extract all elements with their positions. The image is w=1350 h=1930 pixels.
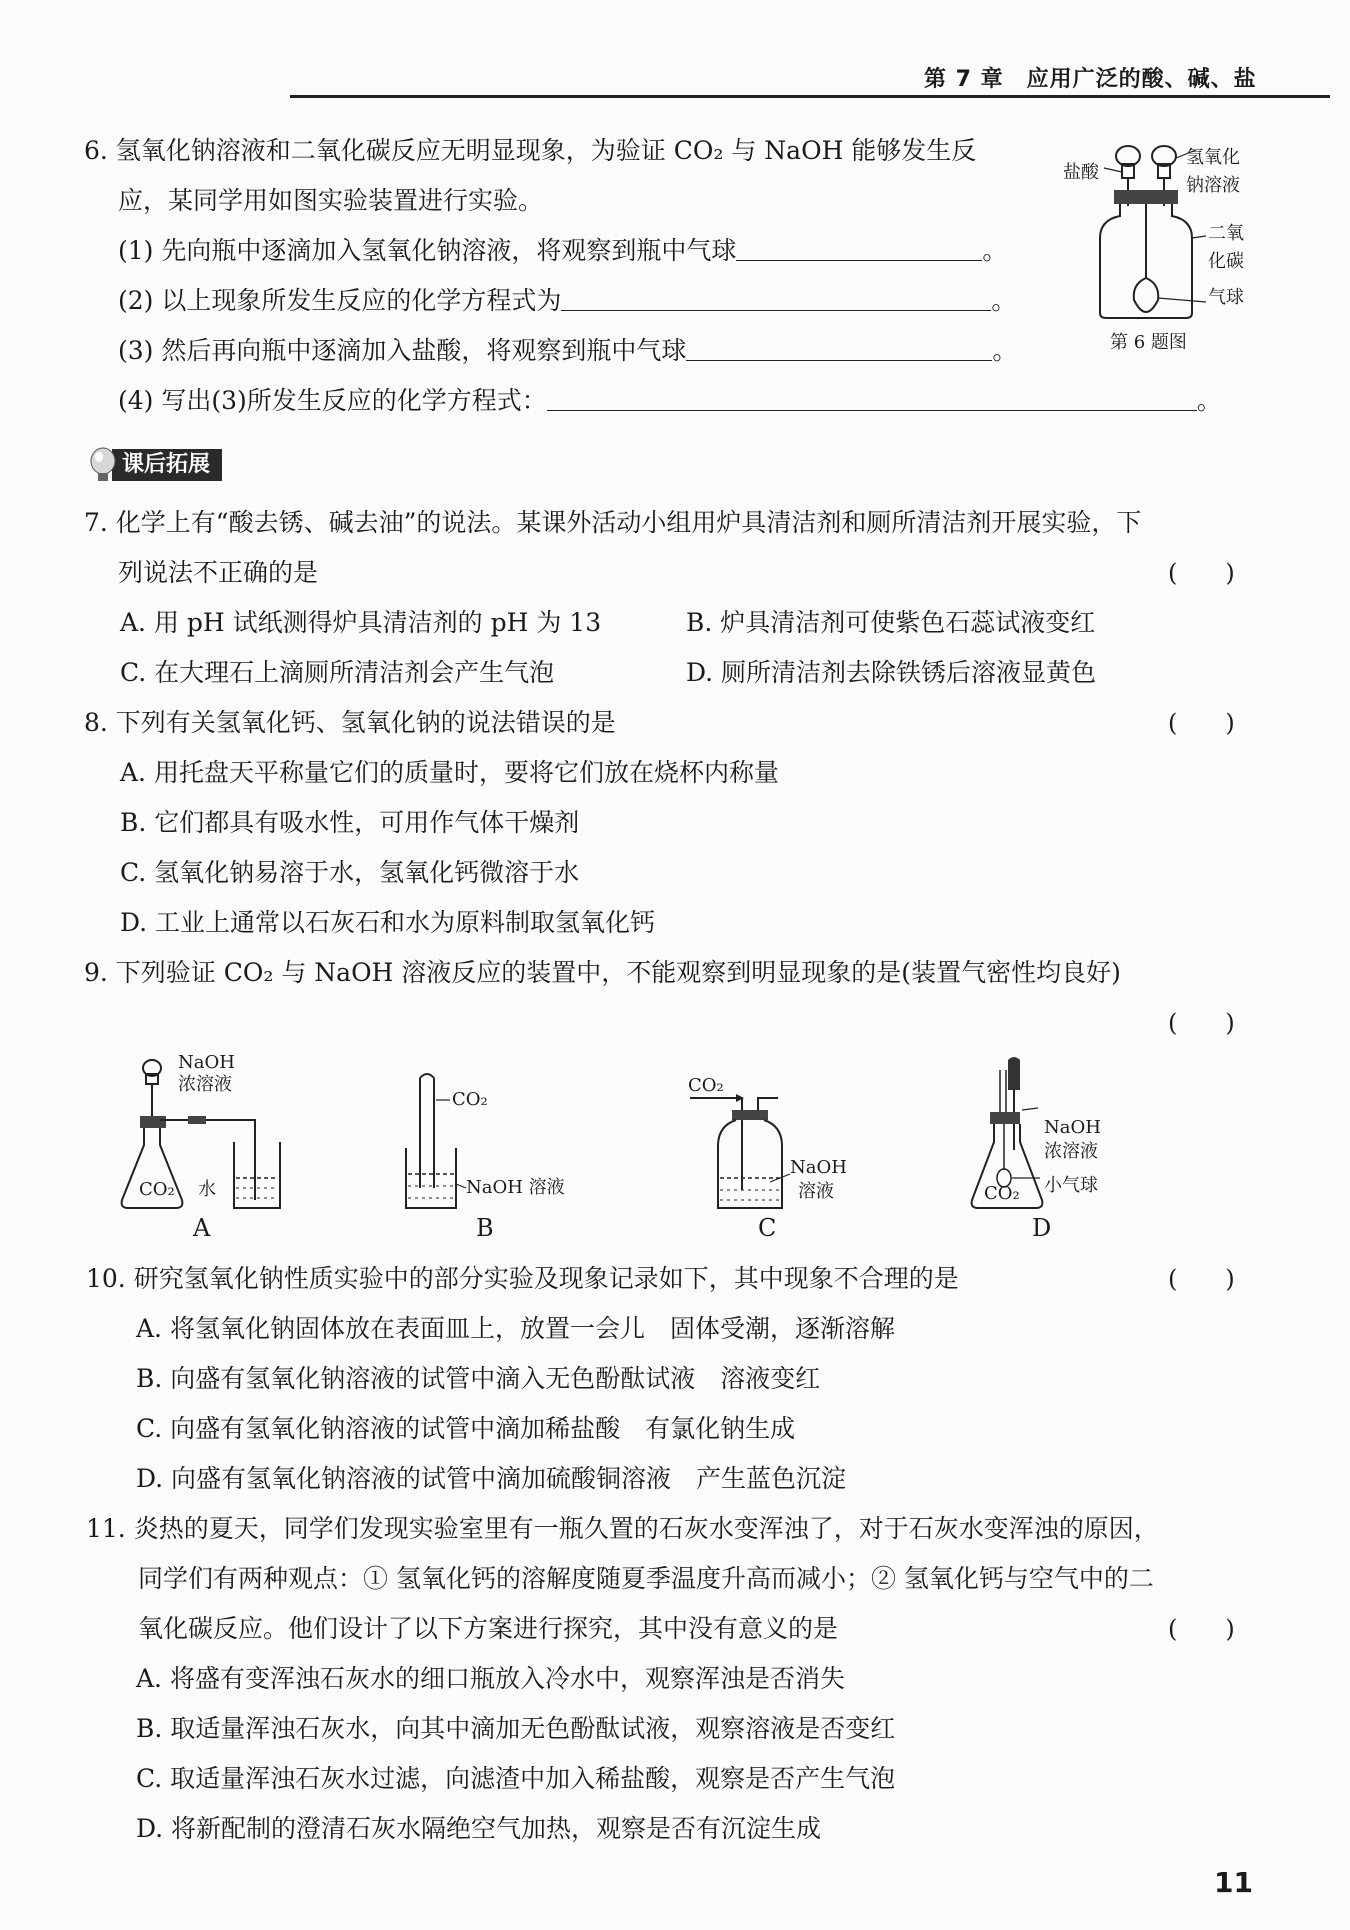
q6-sub3-end: 。 xyxy=(992,336,1018,365)
q7-answer-paren[interactable]: ( ) xyxy=(1168,559,1235,587)
q9-fig-c-naoh-label-2: 溶液 xyxy=(798,1181,834,1202)
q9-fig-b-naoh-label: NaOH 溶液 xyxy=(466,1177,565,1198)
q6-sub1 xyxy=(118,236,1007,266)
q9-fig-a-naoh-label-2: 浓溶液 xyxy=(178,1074,232,1095)
q6-sub3-text: (3) 然后再向瓶中逐滴加入盐酸，将观察到瓶中气球 xyxy=(118,336,687,365)
q9-fig-a-water-label: 水 xyxy=(198,1179,216,1200)
q6-sub1-blank[interactable] xyxy=(736,237,982,261)
q6-sub2 xyxy=(118,286,1016,316)
q8-option-a: A. 用托盘天平称量它们的质量时，要将它们放在烧杯内称量 xyxy=(120,758,779,787)
q6-sub2-blank[interactable] xyxy=(561,287,991,311)
q6-sub4-blank[interactable] xyxy=(547,387,1197,411)
q11-stem-line2: 同学们有两种观点：① 氢氧化钙的溶解度随夏季温度升高而减小；② 氢氧化钙与空气中的二 xyxy=(138,1564,1154,1593)
section-banner xyxy=(88,447,222,483)
header-rule xyxy=(290,95,1330,98)
q6-fig-label-co2-1: 二氧 xyxy=(1208,223,1244,244)
q7-option-d: D. 厕所清洁剂去除铁锈后溶液显黄色 xyxy=(686,658,1097,687)
q11-stem-line1: 11. 炎热的夏天，同学们发现实验室里有一瓶久置的石灰水变浑浊了，对于石灰水变浑浊的原因， xyxy=(86,1514,1159,1543)
q6-sub3-blank[interactable] xyxy=(686,337,992,361)
q6-sub4-text: (4) 写出(3)所发生反应的化学方程式： xyxy=(118,386,547,415)
q9-apparatus-figures xyxy=(110,1050,1130,1230)
q10-stem: 10. 研究氢氧化钠性质实验中的部分实验及现象记录如下，其中现象不合理的是 xyxy=(86,1264,959,1293)
lightbulb-icon xyxy=(88,447,118,483)
q11-option-c: C. 取适量浑浊石灰水过滤，向滤渣中加入稀盐酸，观察是否产生气泡 xyxy=(136,1764,896,1793)
q9-fig-d-naoh-label-2: 浓溶液 xyxy=(1044,1141,1098,1162)
q11-answer-paren[interactable]: ( ) xyxy=(1168,1615,1235,1643)
q8-stem: 8. 下列有关氢氧化钙、氢氧化钠的说法错误的是 xyxy=(84,708,616,737)
q7-stem-line1: 7. 化学上有“酸去锈、碱去油”的说法。某课外活动小组用炉具清洁剂和厕所清洁剂开展实验，下 xyxy=(84,508,1142,537)
q11-option-a: A. 将盛有变浑浊石灰水的细口瓶放入冷水中，观察浑浊是否消失 xyxy=(136,1664,845,1693)
q7-stem-line2: 列说法不正确的是 xyxy=(118,558,319,587)
q10-option-a: A. 将氢氧化钠固体放在表面皿上，放置一会儿 固体受潮，逐渐溶解 xyxy=(136,1314,895,1343)
q6-fig-label-naoh-2: 钠溶液 xyxy=(1186,175,1240,196)
q7-option-c: C. 在大理石上滴厕所清洁剂会产生气泡 xyxy=(120,658,555,687)
q6-sub1-text: (1) 先向瓶中逐滴加入氢氧化钠溶液，将观察到瓶中气球 xyxy=(118,236,737,265)
q9-fig-c-apparatus xyxy=(690,1094,790,1208)
q8-answer-paren[interactable]: ( ) xyxy=(1168,709,1235,737)
q9-fig-c-co2-label: CO₂ xyxy=(688,1075,724,1096)
q6-fig-label-hcl: 盐酸 xyxy=(1063,162,1099,183)
q6-fig-label-naoh-1: 氢氧化 xyxy=(1186,147,1240,168)
q9-fig-d-letter: D xyxy=(1032,1214,1052,1242)
q6-stem-line1: 6. 氢氧化钠溶液和二氧化碳反应无明显现象，为验证 CO₂ 与 NaOH 能够发生反 xyxy=(84,136,977,165)
q9-fig-a-naoh-label-1: NaOH xyxy=(178,1052,235,1073)
q9-fig-a-letter: A xyxy=(193,1214,211,1242)
q7-option-a: A. 用 pH 试纸测得炉具清洁剂的 pH 为 13 xyxy=(120,608,602,637)
q8-option-d: D. 工业上通常以石灰石和水为原料制取氢氧化钙 xyxy=(120,908,656,937)
q10-answer-paren[interactable]: ( ) xyxy=(1168,1265,1235,1293)
q10-option-b: B. 向盛有氢氧化钠溶液的试管中滴入无色酚酞试液 溶液变红 xyxy=(136,1364,821,1393)
q6-sub2-end: 。 xyxy=(991,286,1017,315)
section-title: 课后拓展 xyxy=(112,449,222,481)
q6-sub3 xyxy=(118,336,1017,366)
q9-fig-c-naoh-label-1: NaOH xyxy=(790,1157,847,1178)
q11-option-d: D. 将新配制的澄清石灰水隔绝空气加热，观察是否有沉淀生成 xyxy=(136,1814,822,1843)
q6-sub4 xyxy=(118,386,1222,416)
q10-option-d: D. 向盛有氢氧化钠溶液的试管中滴加硫酸铜溶液 产生蓝色沉淀 xyxy=(136,1464,847,1493)
q7-option-b: B. 炉具清洁剂可使紫色石蕊试液变红 xyxy=(686,608,1096,637)
q9-stem: 9. 下列验证 CO₂ 与 NaOH 溶液反应的装置中，不能观察到明显现象的是(装置气密性均良好) xyxy=(84,958,1121,987)
q9-fig-d-balloon-label: 小气球 xyxy=(1044,1175,1098,1196)
q6-fig-label-balloon: 气球 xyxy=(1208,287,1244,308)
q10-option-c: C. 向盛有氢氧化钠溶液的试管中滴加稀盐酸 有氯化钠生成 xyxy=(136,1414,796,1443)
q6-stem-line2: 应，某同学用如图实验装置进行实验。 xyxy=(118,186,544,215)
chapter-header: 第 7 章 应用广泛的酸、碱、盐 xyxy=(924,67,1257,92)
page-number: 11 xyxy=(1214,1866,1253,1899)
q6-fig-label-co2-2: 化碳 xyxy=(1208,251,1244,272)
q8-option-c: C. 氢氧化钠易溶于水，氢氧化钙微溶于水 xyxy=(120,858,580,887)
q11-stem-line3: 氧化碳反应。他们设计了以下方案进行探究，其中没有意义的是 xyxy=(138,1614,839,1643)
q9-fig-a-co2-label: CO₂ xyxy=(139,1179,175,1200)
q9-fig-d-naoh-label-1: NaOH xyxy=(1044,1117,1101,1138)
q9-fig-b-letter: B xyxy=(476,1214,494,1242)
q6-sub1-end: 。 xyxy=(982,236,1008,265)
q6-fig-caption: 第 6 题图 xyxy=(1110,332,1187,353)
q9-answer-paren[interactable]: ( ) xyxy=(1168,1009,1235,1037)
q9-fig-b-co2-label: CO₂ xyxy=(452,1089,488,1110)
q11-option-b: B. 取适量浑浊石灰水，向其中滴加无色酚酞试液，观察溶液是否变红 xyxy=(136,1714,896,1743)
q8-option-b: B. 它们都具有吸水性，可用作气体干燥剂 xyxy=(120,808,580,837)
q9-fig-c-letter: C xyxy=(758,1214,777,1242)
q6-sub4-end: 。 xyxy=(1196,386,1222,415)
q6-sub2-text: (2) 以上现象所发生反应的化学方程式为 xyxy=(118,286,562,315)
q9-fig-d-co2-label: CO₂ xyxy=(984,1183,1020,1204)
